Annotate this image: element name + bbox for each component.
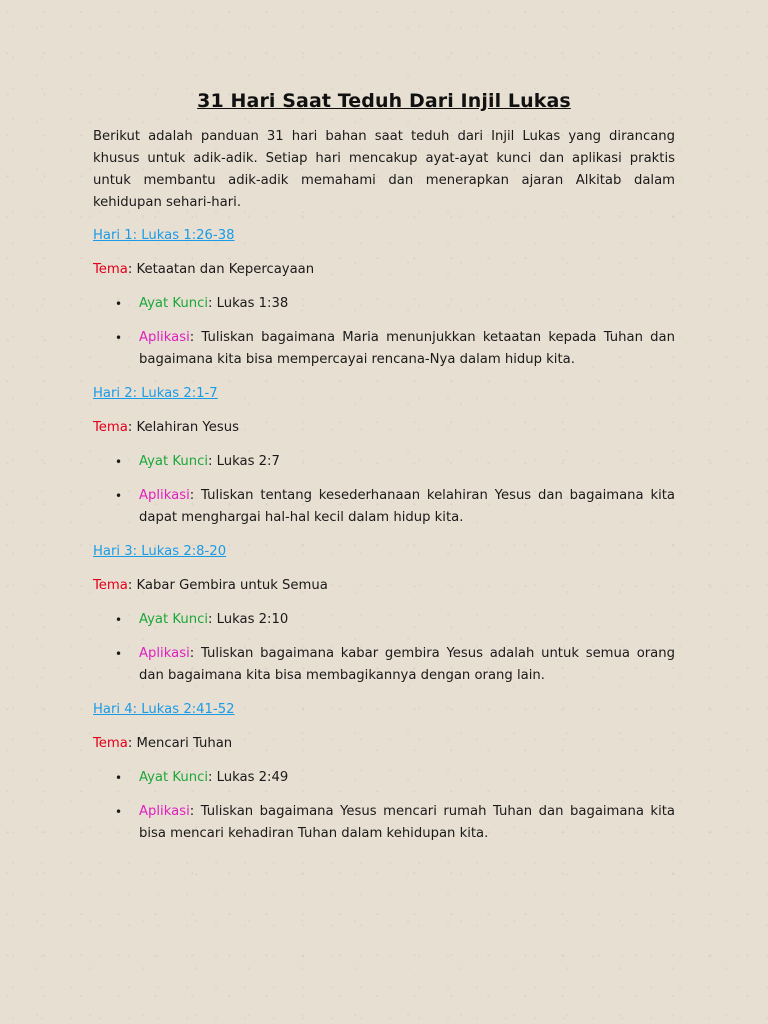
ayat-kunci-item [93,451,675,473]
ayat-kunci-label: Ayat Kunci [139,612,208,627]
tema-value: Kabar Gembira untuk Semua [136,578,328,593]
day-section [93,541,675,687]
ayat-kunci-label: Ayat Kunci [139,454,208,469]
bullet-icon: • [115,455,123,469]
ayat-kunci-label: Ayat Kunci [139,296,208,311]
bullet-icon: • [115,297,123,311]
aplikasi-label: Aplikasi [139,330,190,345]
tema-label: Tema [93,736,128,751]
ayat-kunci-label: Ayat Kunci [139,770,208,785]
day-section [93,383,675,529]
tema-label: Tema [93,420,128,435]
label-separator: : [208,612,217,627]
document-page [93,90,675,857]
label-separator: : [127,262,137,277]
aplikasi-label: Aplikasi [139,488,190,503]
label-separator: : [208,296,217,311]
intro-paragraph: Berikut adalah panduan 31 hari bahan saat teduh dari Injil Lukas yang dirancang khusus untuk adik-adik. Setiap hari mencakup ayat-ayat kunci dan aplikasi praktis untuk membantu adik-adik memahami dan menerapkan ajaran Alkitab dalam kehidupan sehari-hari. [93,129,675,210]
tema-line [93,417,675,439]
tema-line [93,575,675,597]
ayat-kunci-item [93,293,675,315]
day-points-list [93,767,675,845]
day-points-list [93,609,675,687]
tema-line [93,259,675,281]
ayat-kunci-item [93,609,675,631]
label-separator: : [127,420,137,435]
label-separator: : [127,736,137,751]
label-separator: : [189,488,202,503]
tema-value: Ketaatan dan Kepercayaan [136,262,315,277]
label-separator: : [208,770,217,785]
day-heading-link[interactable]: Hari 2: Lukas 2:1-7 [93,386,218,401]
aplikasi-value: Tuliskan bagaimana Maria menunjukkan ketaatan kepada Tuhan dan bagaimana kita bisa mempercayai rencana-Nya dalam hidup kita. [139,330,675,367]
aplikasi-item [93,327,675,371]
day-heading-link[interactable]: Hari 1: Lukas 1:26-38 [93,228,235,243]
document-title: 31 Hari Saat Teduh Dari Injil Lukas [197,90,571,112]
bullet-icon: • [115,489,123,503]
aplikasi-label: Aplikasi [139,646,190,661]
aplikasi-label: Aplikasi [139,804,190,819]
aplikasi-value: Tuliskan tentang kesederhanaan kelahiran Yesus dan bagaimana kita dapat menghargai hal-hal kecil dalam hidup kita. [139,488,675,525]
ayat-kunci-value: Lukas 2:49 [216,770,289,785]
day-heading-link[interactable]: Hari 4: Lukas 2:41-52 [93,702,235,717]
tema-label: Tema [93,262,128,277]
ayat-kunci-value: Lukas 1:38 [216,296,289,311]
label-separator: : [189,646,201,661]
bullet-icon: • [115,771,123,785]
bullet-icon: • [115,613,123,627]
tema-value: Mencari Tuhan [136,736,233,751]
day-section [93,225,675,371]
ayat-kunci-item [93,767,675,789]
bullet-icon: • [115,805,123,819]
bullet-icon: • [115,647,123,661]
ayat-kunci-value: Lukas 2:7 [216,454,280,469]
day-points-list [93,451,675,529]
label-separator: : [189,804,201,819]
day-heading-link[interactable]: Hari 3: Lukas 2:8-20 [93,544,227,559]
day-points-list [93,293,675,371]
tema-value: Kelahiran Yesus [136,420,239,435]
aplikasi-value: Tuliskan bagaimana kabar gembira Yesus adalah untuk semua orang dan bagaimana kita bisa membagikannya dengan orang lain. [139,646,675,683]
label-separator: : [189,330,202,345]
aplikasi-item [93,485,675,529]
aplikasi-value: Tuliskan bagaimana Yesus mencari rumah Tuhan dan bagaimana kita bisa mencari kehadiran Tuhan dalam kehidupan kita. [139,804,675,841]
day-section [93,699,675,845]
aplikasi-item [93,801,675,845]
ayat-kunci-value: Lukas 2:10 [216,612,289,627]
tema-label: Tema [93,578,128,593]
tema-line [93,733,675,755]
label-separator: : [127,578,137,593]
label-separator: : [208,454,217,469]
aplikasi-item [93,643,675,687]
bullet-icon: • [115,331,123,345]
